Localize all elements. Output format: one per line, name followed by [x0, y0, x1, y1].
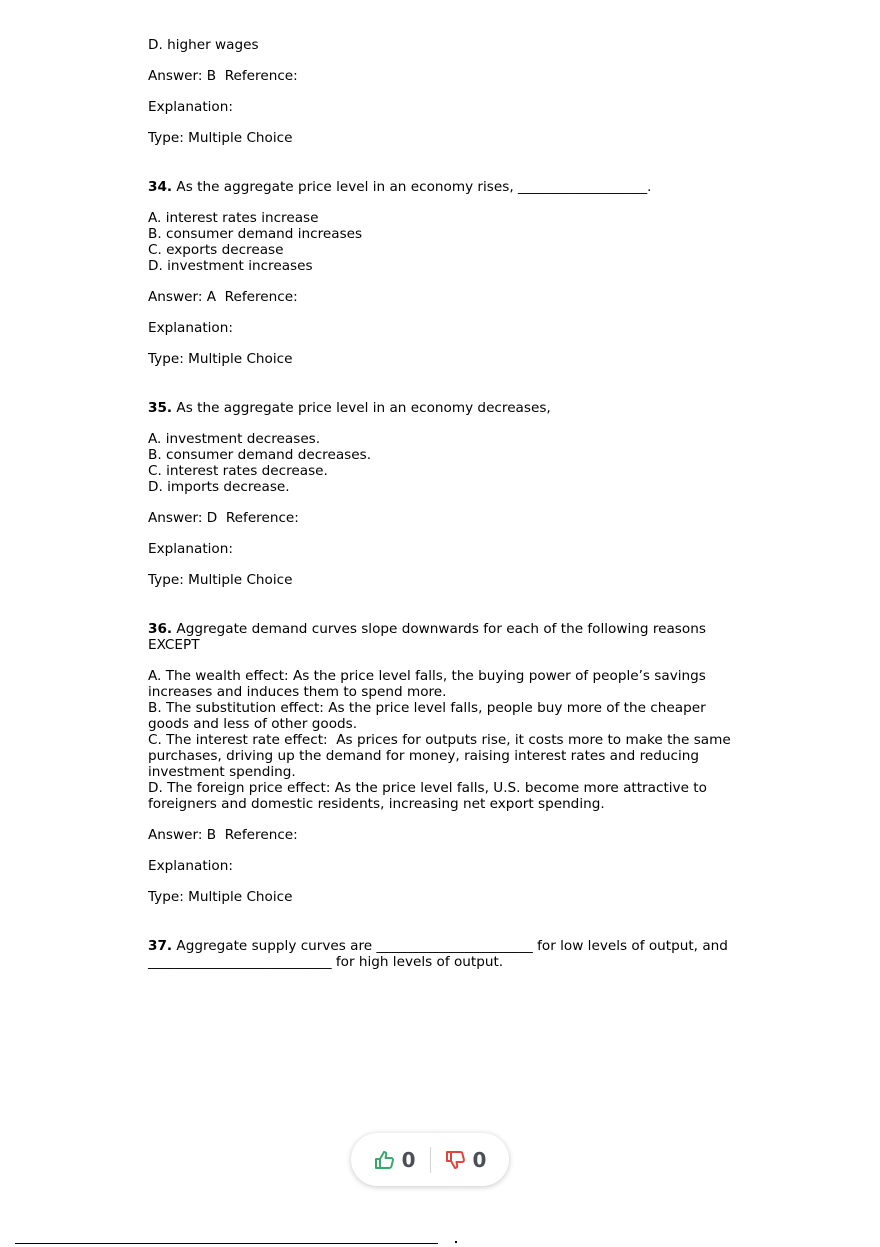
type-line: Type: Multiple Choice: [148, 351, 293, 367]
type-line: Type: Multiple Choice: [148, 889, 293, 905]
thumbs-up-icon: [374, 1150, 396, 1170]
option-c: C. exports decrease: [148, 242, 284, 258]
option-list: [148, 431, 758, 495]
question-text: As the aggregate price level in an economy decreases,: [172, 400, 551, 416]
upvote-button[interactable]: [360, 1148, 430, 1172]
footer-dot: [455, 1241, 457, 1243]
option-line: foreigners and domestic residents, increasing net export spending.: [148, 796, 605, 812]
thumbs-down-icon: [445, 1150, 467, 1170]
document-page: [148, 37, 758, 985]
option-list: [148, 668, 758, 812]
option-d: D. imports decrease.: [148, 479, 290, 495]
answer-line: Answer: B Reference:: [148, 68, 298, 84]
option-line: A. The wealth effect: As the price level falls, the buying power of people’s savings: [148, 668, 706, 684]
question-35: [148, 400, 758, 588]
question-text: Aggregate demand curves slope downwards for each of the following reasons: [172, 621, 706, 637]
question-text: As the aggregate price level in an economy rises, ___________________.: [172, 179, 652, 195]
type-line: Type: Multiple Choice: [148, 572, 293, 588]
option-line: goods and less of other goods.: [148, 716, 358, 732]
option-line: B. The substitution effect: As the price level falls, people buy more of the cheaper: [148, 700, 706, 716]
downvote-button[interactable]: [431, 1148, 501, 1172]
question-stem-line: EXCEPT: [148, 637, 200, 653]
option-d: D. investment increases: [148, 258, 313, 274]
explanation-line: Explanation:: [148, 320, 233, 336]
option-d: D. higher wages: [148, 37, 259, 53]
answer-line: Answer: D Reference:: [148, 510, 299, 526]
footer-rule: [15, 1243, 438, 1244]
question-text: Aggregate supply curves are _______________________ for low levels of output, and: [172, 938, 728, 954]
answer-line: Answer: A Reference:: [148, 289, 298, 305]
option-b: B. consumer demand increases: [148, 226, 363, 242]
option-line: investment spending.: [148, 764, 296, 780]
question-stem: [148, 621, 758, 653]
option-list: [148, 210, 758, 274]
explanation-line: Explanation:: [148, 858, 233, 874]
question-stem-line: [148, 621, 758, 637]
question-stem-line: ___________________________ for high levels of output.: [148, 954, 504, 970]
question-37: [148, 938, 758, 970]
question-34: [148, 179, 758, 367]
option-a: A. investment decreases.: [148, 431, 321, 447]
question-stem-line: [148, 938, 758, 954]
option-a: A. interest rates increase: [148, 210, 319, 226]
type-line: Type: Multiple Choice: [148, 130, 293, 146]
option-line: D. The foreign price effect: As the price level falls, U.S. become more attractive to: [148, 780, 707, 796]
explanation-line: Explanation:: [148, 541, 233, 557]
question-number: 36.: [148, 621, 173, 637]
question-36: [148, 621, 758, 905]
answer-line: Answer: B Reference:: [148, 827, 298, 843]
vote-widget: [351, 1133, 509, 1186]
question-number: 34.: [148, 179, 173, 195]
option-c: C. interest rates decrease.: [148, 463, 328, 479]
downvote-count: 0: [472, 1147, 487, 1172]
option-line: increases and induces them to spend more.: [148, 684, 447, 700]
upvote-count: 0: [401, 1147, 416, 1172]
option-line: C. The interest rate effect: As prices for outputs rise, it costs more to make the same: [148, 732, 731, 748]
question-stem: [148, 938, 758, 970]
question-fragment: [148, 37, 758, 146]
question-stem: [148, 179, 758, 195]
option-line: purchases, driving up the demand for money, raising interest rates and reducing: [148, 748, 699, 764]
question-number: 37.: [148, 938, 173, 954]
explanation-line: Explanation:: [148, 99, 233, 115]
option-b: B. consumer demand decreases.: [148, 447, 372, 463]
question-stem: [148, 400, 758, 416]
question-number: 35.: [148, 400, 173, 416]
